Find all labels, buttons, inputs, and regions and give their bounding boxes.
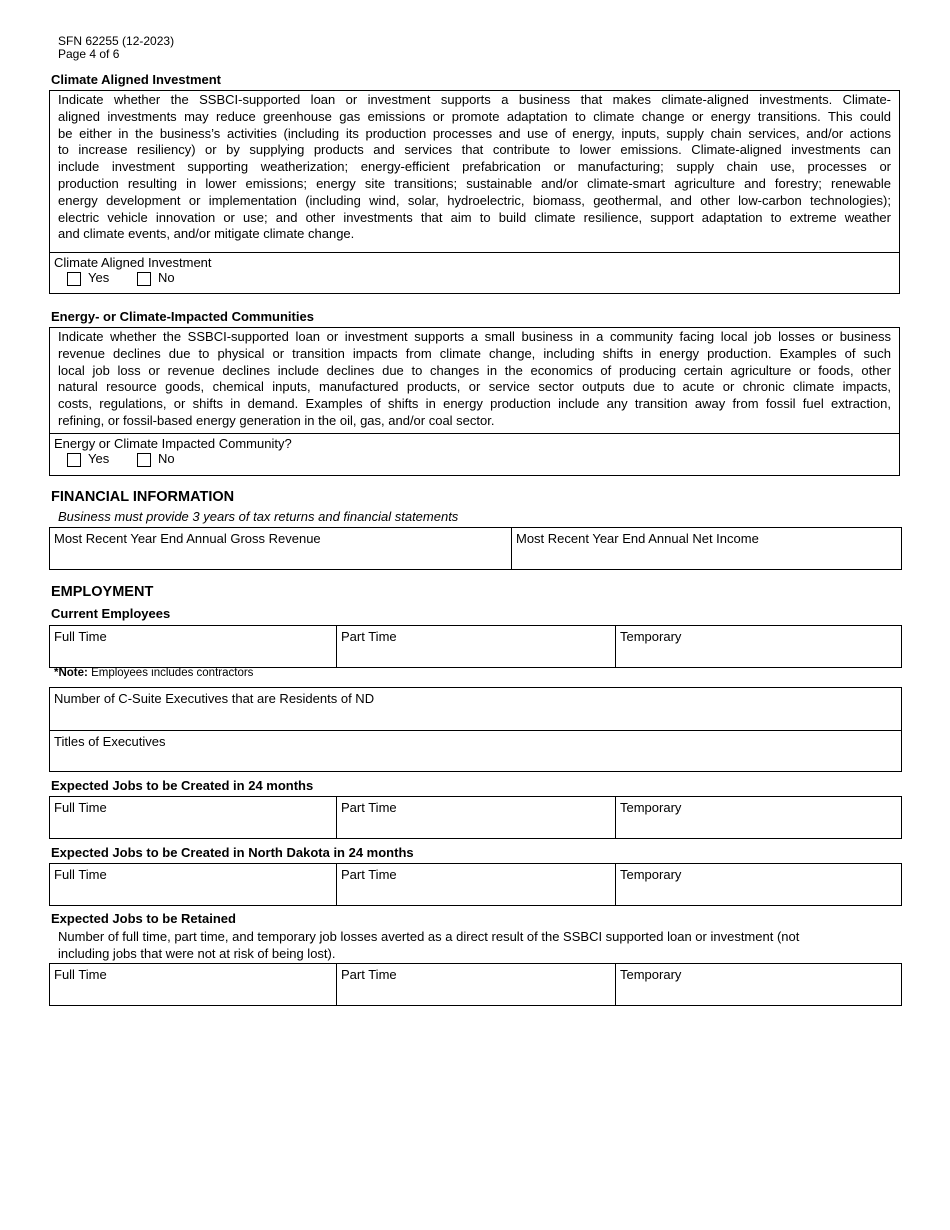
energy-line: local job loss or revenue declines include declines due to changes in the economics of producing certain agriculture or foods, other xyxy=(58,362,891,378)
page-number: Page 4 of 6 xyxy=(58,47,120,61)
full-time-label: Full Time xyxy=(54,867,107,882)
jobs-retained-grid xyxy=(49,963,902,1006)
financial-heading: FINANCIAL INFORMATION xyxy=(51,489,235,505)
energy-line: refining, or fossil-based energy generation in the oil, gas, and/or coal sector. xyxy=(58,412,495,428)
csuite-field[interactable] xyxy=(50,688,901,730)
gross-revenue-label: Most Recent Year End Annual Gross Revenue xyxy=(54,531,321,546)
part-time-label: Part Time xyxy=(341,867,397,882)
climate-yes-label: Yes xyxy=(88,270,110,285)
climate-description xyxy=(50,91,899,252)
energy-heading: Energy- or Climate-Impacted Communities xyxy=(51,309,314,324)
climate-options xyxy=(50,270,899,290)
climate-line: Indicate whether the SSBCI-supported loan or investment supports a business that makes climate-aligned investments. Climate- xyxy=(58,92,891,107)
note-label: *Note: xyxy=(54,667,88,679)
climate-box xyxy=(49,90,900,294)
climate-line: energy development or implementation (including wind, solar, hydroelectric, biomass, geothermal, and other low-carbon technologies); xyxy=(58,192,891,208)
retained-line: including jobs that were not at risk of being lost). xyxy=(58,945,336,961)
executives-box xyxy=(49,687,902,772)
note-text: Employees includes contractors xyxy=(87,667,254,679)
energy-line: Indicate whether the SSBCI-supported loan or investment supports a small business in a community facing local job losses or business xyxy=(58,329,891,344)
temporary-label: Temporary xyxy=(620,629,682,644)
net-income-label: Most Recent Year End Annual Net Income xyxy=(516,531,759,546)
energy-line: costs, regulations, or shifts in demand. Examples of shifts in energy production include any transition away from fossil fuel extraction, xyxy=(58,396,891,412)
nd-full-time-field[interactable] xyxy=(50,864,336,905)
current-part-time-field[interactable] xyxy=(336,626,615,667)
jobs-nd-grid xyxy=(49,863,902,906)
employment-heading: EMPLOYMENT xyxy=(51,584,154,600)
titles-field[interactable] xyxy=(50,731,901,772)
energy-options xyxy=(50,451,899,471)
form-header xyxy=(58,35,174,61)
climate-line: electric vehicle innovation or use; and other investments that aim to build climate resilience, support adaptation to extreme weather xyxy=(58,209,891,225)
retained-line: Number of full time, part time, and temporary job losses averted as a direct result of the SSBCI supported loan or investment (not xyxy=(58,929,800,944)
climate-yes-checkbox[interactable] xyxy=(67,272,81,286)
energy-yes-checkbox[interactable] xyxy=(67,453,81,467)
current-employees-grid xyxy=(49,625,902,668)
full-time-label: Full Time xyxy=(54,800,107,815)
energy-description xyxy=(50,328,899,433)
climate-no-checkbox[interactable] xyxy=(137,272,151,286)
climate-heading: Climate Aligned Investment xyxy=(51,72,221,87)
jobs-retained-description xyxy=(58,929,878,962)
nd-temporary-field[interactable] xyxy=(615,864,901,905)
climate-line: include investment supporting weatherization; energy-efficient prefabrication or manufacturing; supply chain use, processes or xyxy=(58,159,891,175)
energy-line: revenue declines due to physical or transition impacts from climate change, including shifts in energy production. Examples of such xyxy=(58,345,891,361)
temporary-label: Temporary xyxy=(620,867,682,882)
energy-box xyxy=(49,327,900,476)
retained-full-time-field[interactable] xyxy=(50,964,336,1005)
financial-subtitle: Business must provide 3 years of tax returns and financial statements xyxy=(58,509,459,524)
temporary-label: Temporary xyxy=(620,800,682,815)
jobs-created-grid xyxy=(49,796,902,839)
form-number: SFN 62255 (12-2023) xyxy=(58,34,175,48)
gross-revenue-field[interactable] xyxy=(50,528,511,569)
energy-line: natural resource goods, chemical inputs, manufactured products, or service sector outputs due to acute or chronic climate impacts, xyxy=(58,379,891,395)
titles-label: Titles of Executives xyxy=(54,734,166,749)
created-temporary-field[interactable] xyxy=(615,797,901,838)
energy-yes-label: Yes xyxy=(88,451,110,466)
climate-line: to increase resiliency) or by supplying products and services that contribute to lower emissions. Climate-aligned investments can xyxy=(58,142,891,158)
climate-line: production resulting in lower emissions; energy site transitions; sustainable and/or climate-smart agriculture and forestry; renewable xyxy=(58,175,891,191)
part-time-label: Part Time xyxy=(341,800,397,815)
energy-no-label: No xyxy=(158,451,175,466)
jobs-created-heading: Expected Jobs to be Created in 24 months xyxy=(51,778,314,793)
climate-question: Climate Aligned Investment xyxy=(54,255,212,270)
current-employees-heading: Current Employees xyxy=(51,606,171,621)
energy-no-checkbox[interactable] xyxy=(137,453,151,467)
part-time-label: Part Time xyxy=(341,629,397,644)
csuite-label: Number of C-Suite Executives that are Residents of ND xyxy=(54,691,375,706)
current-temporary-field[interactable] xyxy=(615,626,901,667)
employees-note xyxy=(54,667,253,679)
retained-temporary-field[interactable] xyxy=(615,964,901,1005)
retained-part-time-field[interactable] xyxy=(336,964,615,1005)
net-income-field[interactable] xyxy=(511,528,901,569)
nd-part-time-field[interactable] xyxy=(336,864,615,905)
created-full-time-field[interactable] xyxy=(50,797,336,838)
climate-no-label: No xyxy=(158,270,175,285)
jobs-retained-heading: Expected Jobs to be Retained xyxy=(51,911,236,926)
created-part-time-field[interactable] xyxy=(336,797,615,838)
climate-line: aligned investments may reduce greenhouse gas emissions or promote adaptation to climate change or energy transitions. This could xyxy=(58,108,891,124)
full-time-label: Full Time xyxy=(54,967,107,982)
climate-line: be either in the business’s activities (including its production processes and use of energy, inputs, supply chain services, and/or actions xyxy=(58,125,891,141)
temporary-label: Temporary xyxy=(620,967,682,982)
climate-line: and climate events, and/or mitigate climate change. xyxy=(58,226,355,242)
energy-question: Energy or Climate Impacted Community? xyxy=(54,436,292,451)
financial-grid xyxy=(49,527,902,570)
current-full-time-field[interactable] xyxy=(50,626,336,667)
jobs-nd-heading: Expected Jobs to be Created in North Dakota in 24 months xyxy=(51,845,414,860)
part-time-label: Part Time xyxy=(341,967,397,982)
full-time-label: Full Time xyxy=(54,629,107,644)
